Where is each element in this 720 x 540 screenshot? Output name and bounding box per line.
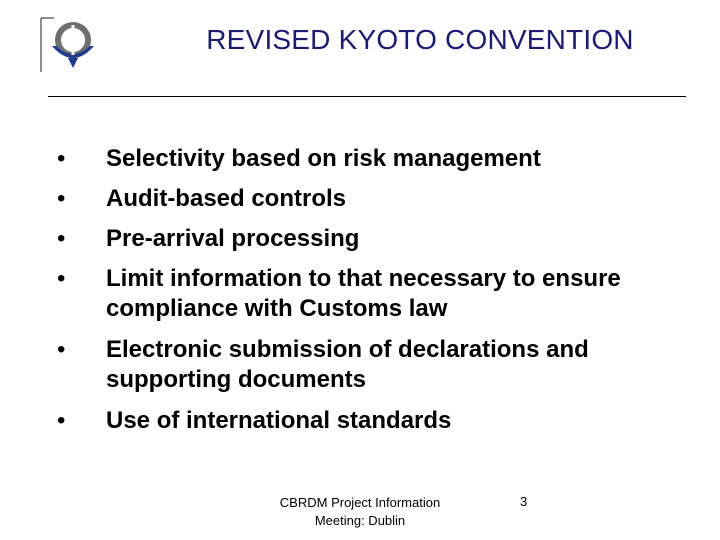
bullet-text: Pre-arrival processing xyxy=(106,225,360,252)
slide-title: REVISED KYOTO CONVENTION xyxy=(206,24,634,55)
wco-logo-icon xyxy=(40,16,102,74)
bullet-dot: • xyxy=(57,145,66,172)
bullet-item xyxy=(52,335,672,395)
footer-line: CBRDM Project Information xyxy=(279,495,441,510)
bullet-item xyxy=(52,406,672,435)
bullet-list xyxy=(52,144,672,446)
bullet-text: Selectivity based on risk management xyxy=(106,145,541,172)
page-number: 3 xyxy=(520,494,528,509)
title-divider xyxy=(48,96,686,97)
bullet-text: Limit information to that necessary to ensure compliance with Customs law xyxy=(106,265,621,322)
bullet-text: Audit-based controls xyxy=(106,185,347,212)
slide-footer xyxy=(255,494,465,530)
bullet-text: Electronic submission of declarations and supporting documents xyxy=(106,336,589,393)
bullet-item xyxy=(52,144,672,173)
bullet-dot: • xyxy=(57,407,66,434)
bullet-dot: • xyxy=(57,336,66,363)
bullet-dot: • xyxy=(57,185,66,212)
bullet-item xyxy=(52,224,672,253)
bullet-item xyxy=(52,264,672,324)
bullet-text: Use of international standards xyxy=(106,407,452,434)
bullet-item xyxy=(52,184,672,213)
footer-line: Meeting: Dublin xyxy=(314,513,406,528)
bullet-dot: • xyxy=(57,225,66,252)
bullet-dot: • xyxy=(57,265,66,292)
